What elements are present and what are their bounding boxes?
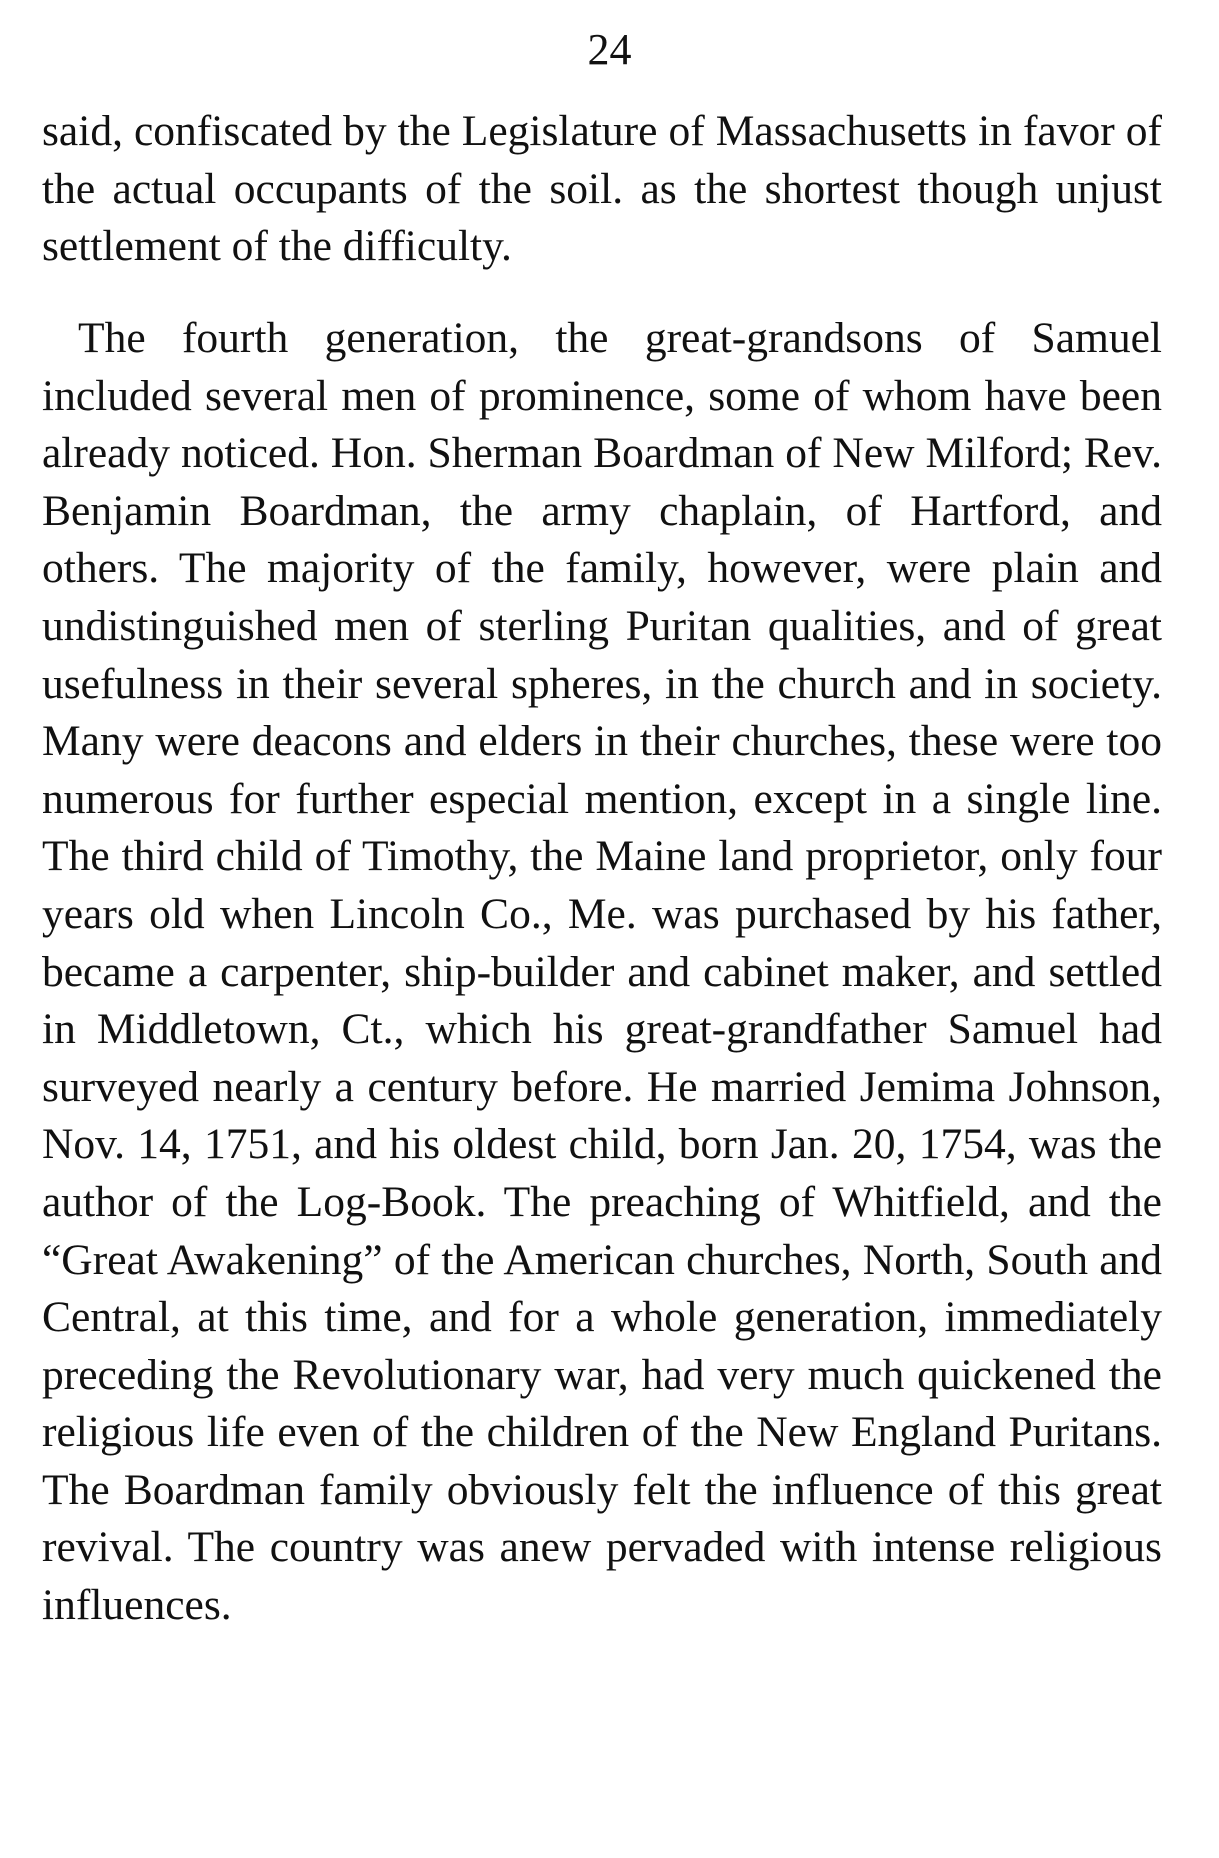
paragraph-continuation: said, confiscated by the Legislature of Massachusetts in favor of the actual occupants of the soil. as the shortest though unjust settlement of the difficulty. — [42, 107, 1162, 271]
page-number: 24 — [587, 25, 632, 74]
paragraph-fourth-generation: The fourth generation, the great-grandsons of Samuel included several men of prominence, some of whom have been already noticed. Hon. Sherman Boardman of New Milford; Rev. Benjamin Boardman, the army chaplain, of Hartford, and others. The majority of the family, however, were plain and undistinguished men of sterling Puritan qualities, and of great usefulness in their several spheres, in the church and in society. Many were deacons and elders in their churches, these were too numerous for further especial mention, except in a single line. The third child of Timothy, the Maine land proprietor, only four years old when Lincoln Co., Me. was purchased by his father, became a carpenter, ship-builder and cabinet maker, and settled in Middletown, Ct., which his great-grandfather Samuel had surveyed nearly a century before. He married Jemima Johnson, Nov. 14, 1751, and his oldest child, born Jan. 20, 1754, was the author of the Log-Book. The preaching of Whitfield, and the “Great Awakening” of the American churches, North, South and Central, at this time, and for a whole generation, immediately preceding the Revolutionary war, had very much quickened the religious life even of the children of the New England Puritans. The Boardman family obviously felt the influence of this great revival. The country was anew pervaded with intense religious influences. — [42, 314, 1162, 1630]
